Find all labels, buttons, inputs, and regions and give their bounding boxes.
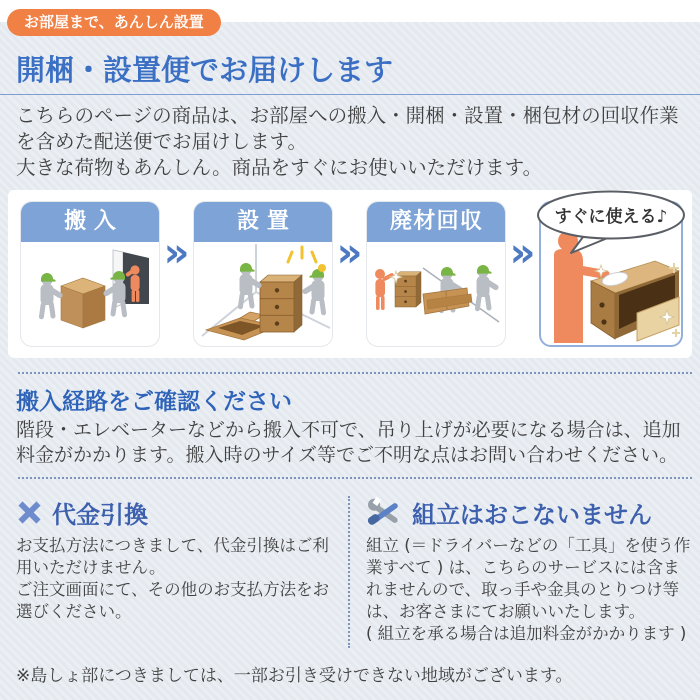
payment-column (16, 494, 334, 623)
assembly-note: ( 組立を承る場合は追加料金がかかります ) (366, 624, 687, 643)
chevron-right-icon: » (163, 230, 190, 276)
worker-right (301, 269, 326, 316)
step-panel-carry-in (20, 201, 160, 347)
payment-heading-row (16, 494, 334, 530)
intro-line-1: こちらのページの商品は、お部屋への搬入・開梱・設置・梱包材の回収作業を含めた配送便でお届けします。 (16, 104, 679, 153)
speech-bubble (535, 189, 687, 255)
top-badge-label: お部屋まで、あんしん設置 (24, 13, 204, 31)
payment-heading: 代金引換 (52, 500, 148, 529)
assembly-column (366, 494, 694, 645)
step-panel-debris (366, 201, 506, 347)
step-carry-in-title: 搬入 (21, 202, 159, 242)
sparkle-dot (318, 264, 326, 272)
chevron-right-icon: » (336, 230, 363, 276)
process-steps-strip (8, 190, 692, 358)
install-illustration (194, 242, 332, 346)
sparkle-lines (288, 247, 316, 262)
assembly-heading: 組立はおこないません (412, 500, 652, 529)
chest-of-drawers (260, 275, 302, 332)
title-divider (0, 94, 700, 95)
customer-person (375, 269, 394, 310)
payment-body (16, 535, 334, 623)
top-badge (7, 9, 221, 36)
worker-left (39, 273, 64, 320)
step-debris-body (367, 242, 505, 346)
section-divider (18, 372, 692, 374)
step-install-title: 設置 (194, 202, 332, 242)
payment-line-1: お支払方法につきまして、代金引換はご利用いただけません。 (16, 536, 329, 577)
route-body: 階段・エレベーターなどから搬入不可で、吊り上げが必要になる場合は、追加料金がかかります。搬入時のサイズ等でご不明な点はお問い合わせください。 (16, 419, 681, 466)
route-heading: 搬入経路をご確認ください (16, 389, 292, 415)
assembly-text: 組立 (＝ドライバーなどの「工具」を使う作業すべて ) は、こちらのサービスには含まれませんので、取っ手や金具のとりつけ等は、お客さまにてお願いいたします。 (366, 536, 691, 621)
section-divider (18, 477, 692, 479)
debris-collection-illustration (367, 242, 505, 346)
carry-in-illustration (21, 242, 159, 346)
intro-line-2: 大きな荷物もあんしん。商品をすぐにお使いいただけます。 (16, 156, 543, 179)
step-panel-install (193, 201, 333, 347)
tools-icon (366, 495, 403, 529)
column-divider (348, 496, 350, 648)
chevron-right-icon: » (509, 230, 536, 276)
step-debris-title: 廃材回収 (367, 202, 505, 242)
cardboard-box (61, 278, 105, 328)
speech-bubble-text: すぐに使える♪ (554, 207, 668, 227)
folded-cardboard (423, 288, 472, 314)
step-install-body (194, 242, 332, 346)
worker-left (238, 263, 263, 310)
assembly-heading-row (366, 494, 694, 530)
step-carry-in-body (21, 242, 159, 346)
islands-footnote: ※島しょ部につきましては、一部お引き受けできない地域がございます。 (16, 666, 573, 686)
assembly-body (366, 535, 694, 645)
worker-back (475, 265, 500, 312)
payment-line-2: ご注文画面にて、その他のお支払方法をお選びください。 (16, 580, 330, 621)
step-panel-ready (539, 201, 683, 347)
worker-right (102, 271, 127, 318)
intro-text (16, 103, 692, 181)
page-title: 開梱・設置便でお届けします (16, 53, 394, 87)
x-icon (16, 499, 43, 526)
